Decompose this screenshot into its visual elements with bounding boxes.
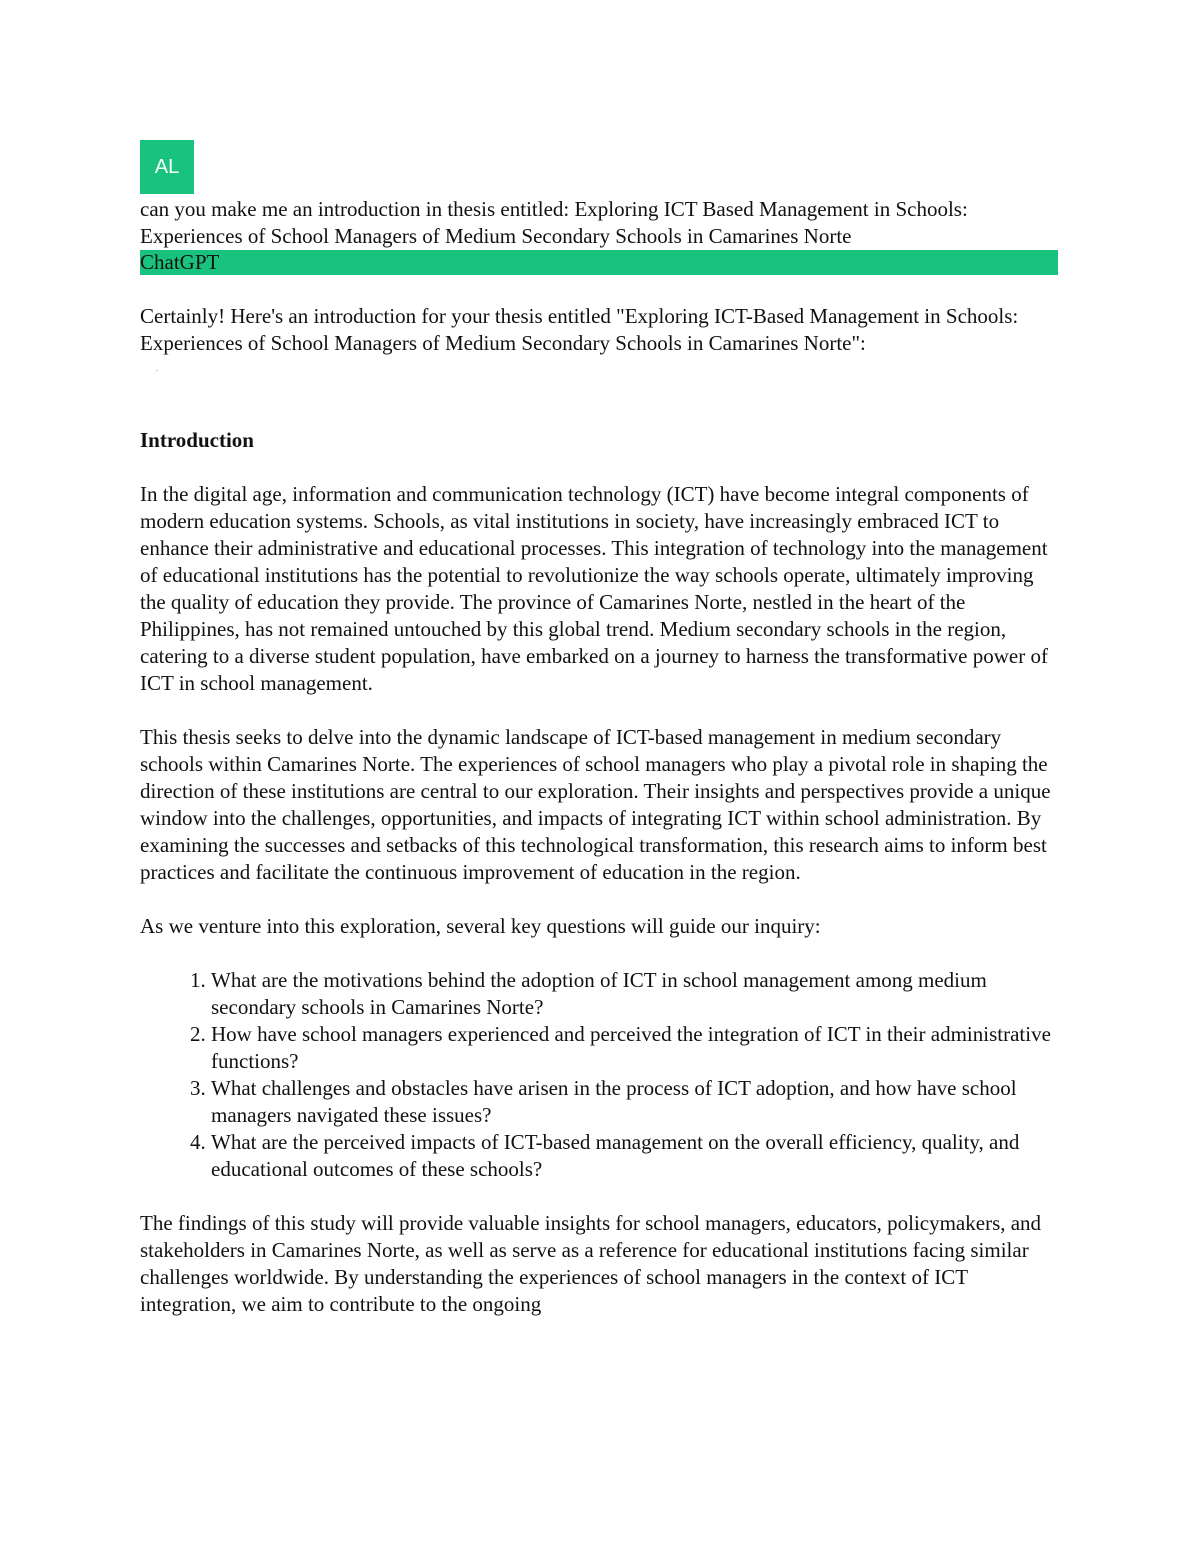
paragraph-1: In the digital age, information and communication technology (ICT) have become integral components of modern education systems. Schools, as vital institutions in society, have increasingly embraced ICT to enhance their administrative and educational processes. This integration of technology into the management of educational institutions has the potential to revolutionize the way schools operate, ultimately improving the quality of education they provide. The province of Camarines Norte, nestled in the heart of the Philippines, has not remained untouched by this global trend. Medium secondary schools in the region, catering to a diverse student population, have embarked on a journey to harness the transformative power of ICT in school management. [140,482,1048,695]
user-avatar: AL [140,140,194,194]
user-prompt [140,196,1060,250]
copy-icon: ' [156,368,158,378]
paragraph-2: This thesis seeks to delve into the dynamic landscape of ICT-based management in medium secondary schools within Camarines Norte. The experiences of school managers who play a pivotal role in shaping the direction of these institutions are central to our exploration. Their insights and perspectives provide a unique window into the challenges, opportunities, and impacts of integrating ICT within school administration. By examining the successes and setbacks of this technological transformation, this research aims to inform best practices and facilitate the continuous improvement of education in the region. [140,725,1051,884]
paragraph-3: As we venture into this exploration, several key questions will guide our inquiry: [140,914,821,938]
assistant-name: ChatGPT [140,250,220,274]
paragraph-4: The findings of this study will provide valuable insights for school managers, educators, policymakers, and stakeholders in Camarines Norte, as well as serve as a reference for educational institutions facing similar challenges worldwide. By understanding the experiences of school managers in the context of ICT integration, we aim to contribute to the ongoing [140,1211,1042,1316]
list-item: 4. What are the perceived impacts of ICT-based management on the overall efficiency, quality, and educational outcomes of these schools? [211,1129,1060,1183]
chat-transcript-page [140,140,1060,1318]
list-item: 3. What challenges and obstacles have arisen in the process of ICT adoption, and how have school managers navigated these issues? [211,1075,1060,1129]
assistant-opening: Certainly! Here's an introduction for your thesis entitled "Exploring ICT-Based Management in Schools: Experiences of School Managers of Medium Secondary Schools in Camarines Norte": [140,304,1019,355]
assistant-label-bar [140,250,1058,275]
list-item: 2. How have school managers experienced and perceived the integration of ICT in their administrative functions? [211,1021,1060,1075]
section-heading: Introduction [140,428,254,452]
question-list [140,967,1060,1183]
list-item: 1. What are the motivations behind the adoption of ICT in school management among medium secondary schools in Camarines Norte? [211,967,1060,1021]
user-prompt-text: can you make me an introduction in thesis entitled: Exploring ICT Based Management in Schools: Experiences of School Managers of Medium Secondary Schools in Camarines Norte [140,197,968,248]
